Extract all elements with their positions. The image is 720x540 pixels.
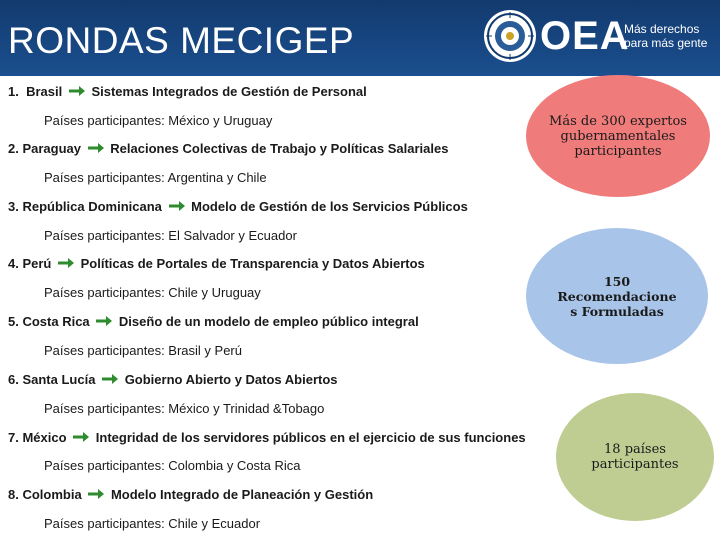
arrow-right-icon <box>95 315 113 327</box>
round-number: 8. <box>8 487 19 502</box>
round-country: Brasil <box>26 84 63 99</box>
round-country: Perú <box>22 256 52 271</box>
oea-logo: OEA <box>540 14 630 58</box>
round-participants-7: Países participantes: Colombia y Costa Rica <box>44 458 301 473</box>
recommendations-bubble <box>526 228 708 364</box>
countries-line: 18 países <box>604 442 666 457</box>
round-topic-text: Modelo Integrado de Planeación y Gestión <box>110 487 374 502</box>
tagline-line2: para más gente <box>624 36 708 50</box>
recommendations-line: s Formuladas <box>570 303 664 319</box>
round-country: México <box>22 430 67 445</box>
countries-bubble <box>556 393 714 521</box>
round-topic-3 <box>8 199 468 214</box>
arrow-right-icon <box>101 373 119 385</box>
experts-line: participantes <box>574 143 662 159</box>
round-number: 5. <box>8 314 19 329</box>
round-country: República Dominicana <box>22 199 162 214</box>
round-participants-6: Países participantes: México y Trinidad &Tobago <box>44 401 325 416</box>
round-topic-5 <box>8 314 419 329</box>
round-country: Costa Rica <box>22 314 90 329</box>
oea-seal-icon <box>482 8 538 64</box>
round-topic-text: Diseño de un modelo de empleo público integral <box>118 314 419 329</box>
arrow-right-icon <box>68 85 86 97</box>
round-topic-text: Sistemas Integrados de Gestión de Personal <box>91 84 367 99</box>
round-topic-text: Relaciones Colectivas de Trabajo y Políticas Salariales <box>110 141 449 156</box>
tagline-line1: Más derechos <box>624 22 700 36</box>
oea-tagline <box>624 22 707 50</box>
recommendations-line: 150 <box>603 273 631 289</box>
round-participants-3: Países participantes: El Salvador y Ecuador <box>44 228 297 243</box>
recommendations-line: Recomendacione <box>557 288 677 304</box>
arrow-right-icon <box>57 257 75 269</box>
round-topic-text: Políticas de Portales de Transparencia y Datos Abiertos <box>80 256 425 271</box>
round-topic-1 <box>8 84 367 99</box>
round-topic-8 <box>8 487 373 502</box>
round-country: Paraguay <box>22 141 82 156</box>
round-topic-7 <box>8 430 526 445</box>
round-participants-2: Países participantes: Argentina y Chile <box>44 170 267 185</box>
experts-line: Más de 300 expertos <box>549 113 687 129</box>
slide-title: RONDAS MECIGEP <box>8 20 355 61</box>
round-topic-text: Integridad de los servidores públicos en el ejercicio de sus funciones <box>95 430 526 445</box>
round-number: 4. <box>8 256 19 271</box>
round-topic-text: Modelo de Gestión de los Servicios Públicos <box>191 199 468 214</box>
round-participants-1: Países participantes: México y Uruguay <box>44 113 273 128</box>
round-number: 3. <box>8 199 19 214</box>
arrow-right-icon <box>168 200 186 212</box>
round-topic-6 <box>8 372 338 387</box>
round-participants-5: Países participantes: Brasil y Perú <box>44 343 242 358</box>
countries-line: participantes <box>591 457 679 472</box>
experts-bubble <box>526 75 710 197</box>
round-participants-4: Países participantes: Chile y Uruguay <box>44 285 261 300</box>
round-number: 2. <box>8 141 19 156</box>
round-number: 1. <box>8 84 19 99</box>
arrow-right-icon <box>87 488 105 500</box>
round-number: 7. <box>8 430 19 445</box>
round-topic-text: Gobierno Abierto y Datos Abiertos <box>124 372 338 387</box>
round-country: Colombia <box>22 487 82 502</box>
round-country: Santa Lucía <box>22 372 96 387</box>
round-participants-8: Países participantes: Chile y Ecuador <box>44 516 261 531</box>
experts-line: gubernamentales <box>560 128 676 144</box>
slide-header <box>0 0 720 76</box>
round-topic-2 <box>8 141 448 156</box>
arrow-right-icon <box>87 142 105 154</box>
round-number: 6. <box>8 372 19 387</box>
round-topic-4 <box>8 256 425 271</box>
arrow-right-icon <box>72 431 90 443</box>
